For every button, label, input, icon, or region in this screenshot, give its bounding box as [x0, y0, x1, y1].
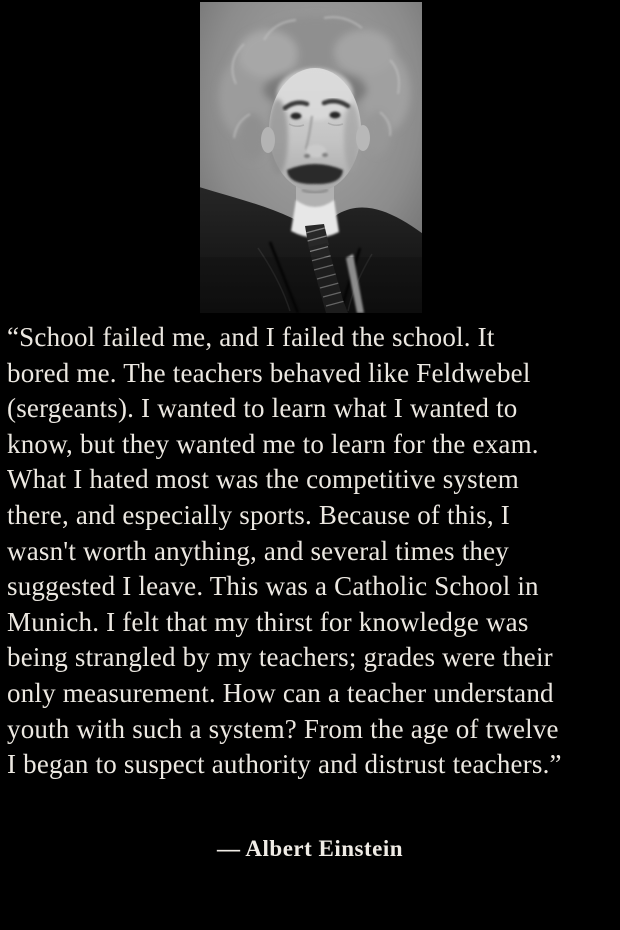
quote-line: bored me. The teachers behaved like Feldwebel: [7, 357, 531, 388]
quote-line: suggested I leave. This was a Catholic School in: [7, 571, 539, 602]
quote-line: wasn't worth anything, and several times they: [7, 535, 510, 566]
quote-attribution: — Albert Einstein: [216, 836, 404, 861]
quote-line: being strangled by my teachers; grades were their: [7, 642, 553, 673]
quote-line: I began to suspect authority and distrust teachers.”: [7, 749, 562, 780]
quote-line: youth with such a system? From the age of twelve: [7, 713, 559, 744]
quote-line: there, and especially sports. Because of this, I: [7, 499, 510, 530]
portrait-illustration: [200, 2, 422, 313]
quote-line: Munich. I felt that my thirst for knowledge was: [7, 606, 529, 637]
einstein-portrait-photo: [200, 2, 422, 313]
quote-line: (sergeants). I wanted to learn what I wanted to: [7, 393, 518, 424]
quote-line: only measurement. How can a teacher understand: [7, 677, 554, 708]
quote-text: [7, 320, 614, 783]
quote-line: “School failed me, and I failed the school. It: [7, 322, 495, 352]
quote-line: What I hated most was the competitive system: [7, 464, 519, 495]
quote-line: know, but they wanted me to learn for the exam.: [7, 428, 539, 459]
